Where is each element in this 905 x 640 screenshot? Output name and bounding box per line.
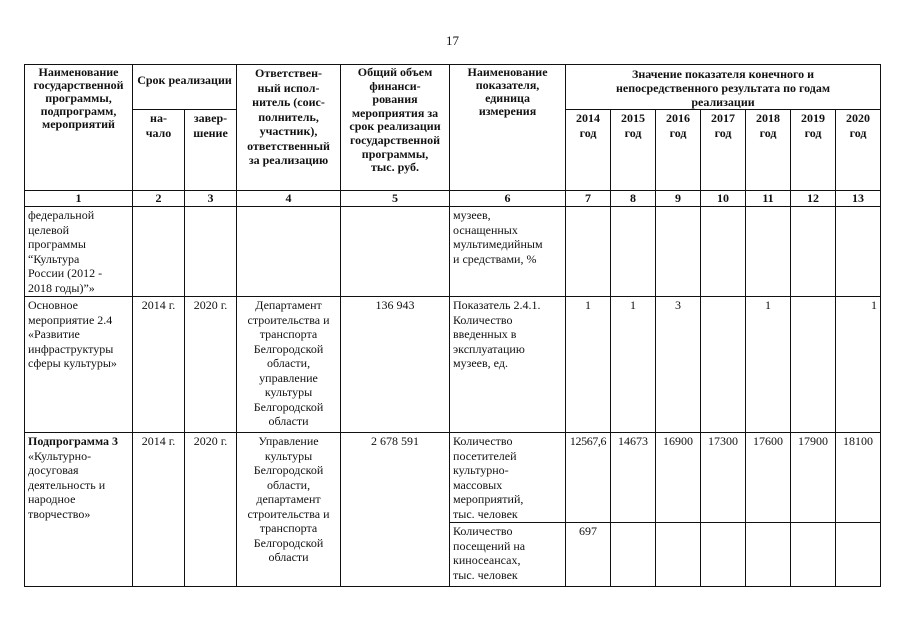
column-number: 13 <box>836 191 881 207</box>
value-cell <box>656 523 701 587</box>
value-cell: 16900 <box>656 433 701 523</box>
value-cell <box>701 297 746 433</box>
header-year: 2016 год <box>656 110 701 191</box>
program-table <box>24 64 881 587</box>
start-date: 2014 г. <box>133 297 185 433</box>
value-cell: 1 <box>566 297 611 433</box>
table-row <box>25 433 881 523</box>
header-end: завер- шение <box>185 110 237 191</box>
responsible: Управление культуры Белгородской области, департамент строительства и транспорта Белгородской области <box>237 433 341 587</box>
value-cell: 14673 <box>611 433 656 523</box>
responsible: Департамент строительства и транспорта Белгородской области, управление культуры Белгородской области <box>237 297 341 433</box>
value-cell: 18100 <box>836 433 881 523</box>
value-cell: 17300 <box>701 433 746 523</box>
header-year: 2014 год <box>566 110 611 191</box>
value-cell: 1 <box>836 297 881 433</box>
header-values: Значение показателя конечного и непосредственного результата по годам реализации <box>566 65 881 110</box>
subprogram-title: Подпрограмма 3 <box>28 434 119 448</box>
indicator-name: музеев, оснащенных мультимедийным и средствами, % <box>450 207 566 297</box>
end-date: 2020 г. <box>185 433 237 587</box>
value-cell: 1 <box>611 297 656 433</box>
header-year: 2018 год <box>746 110 791 191</box>
table-row <box>25 297 881 433</box>
value-cell <box>746 523 791 587</box>
column-number: 7 <box>566 191 611 207</box>
header-year: 2015 год <box>611 110 656 191</box>
value-cell: 12567,6 <box>566 433 611 523</box>
value-cell <box>836 523 881 587</box>
value-cell: 17600 <box>746 433 791 523</box>
value-cell: 697 <box>566 523 611 587</box>
column-number: 3 <box>185 191 237 207</box>
column-number: 8 <box>611 191 656 207</box>
column-number: 4 <box>237 191 341 207</box>
column-number: 6 <box>450 191 566 207</box>
start-date: 2014 г. <box>133 433 185 587</box>
column-number: 2 <box>133 191 185 207</box>
end-date: 2020 г. <box>185 297 237 433</box>
header-year: 2020 год <box>836 110 881 191</box>
indicator-name: Количество посетителей культурно- массовых мероприятий, тыс. человек <box>450 433 566 523</box>
column-number: 1 <box>25 191 133 207</box>
indicator-name: Количество посещений на киносеансах, тыс. человек <box>450 523 566 587</box>
indicator-name: Показатель 2.4.1. Количество введенных в эксплуатацию музеев, ед. <box>450 297 566 433</box>
header-indicator: Наименование показателя, единица измерения <box>450 65 566 191</box>
value-cell: 3 <box>656 297 701 433</box>
header-funding: Общий объем финанси- рования мероприятия за срок реализации государственной программы, тыс. руб. <box>341 65 450 191</box>
header-responsible: Ответствен- ный испол- нитель (соис- полнитель, участник), ответственный за реализацию <box>237 65 341 191</box>
header-period: Срок реализации <box>133 65 237 110</box>
funding: 2 678 591 <box>341 433 450 587</box>
column-number: 9 <box>656 191 701 207</box>
value-cell: 17900 <box>791 433 836 523</box>
header-program-name: Наименование государственной программы, подпрограмм, мероприятий <box>25 65 133 191</box>
column-number: 12 <box>791 191 836 207</box>
page-number: 17 <box>446 33 459 48</box>
program-name <box>25 433 133 587</box>
value-cell <box>791 297 836 433</box>
table-row <box>25 207 881 297</box>
value-cell <box>701 523 746 587</box>
funding: 136 943 <box>341 297 450 433</box>
column-number: 10 <box>701 191 746 207</box>
program-name: Основное мероприятие 2.4 «Развитие инфраструктуры сферы культуры» <box>25 297 133 433</box>
program-name: федеральной целевой программы “Культура России (2012 - 2018 годы)”» <box>25 207 133 297</box>
column-number: 5 <box>341 191 450 207</box>
value-cell <box>791 523 836 587</box>
header-start: на- чало <box>133 110 185 191</box>
value-cell: 1 <box>746 297 791 433</box>
column-number: 11 <box>746 191 791 207</box>
header-year: 2017 год <box>701 110 746 191</box>
value-cell <box>611 523 656 587</box>
header-year: 2019 год <box>791 110 836 191</box>
subprogram-subtitle: «Культурно- досуговая деятельность и народное творчество» <box>28 448 106 521</box>
